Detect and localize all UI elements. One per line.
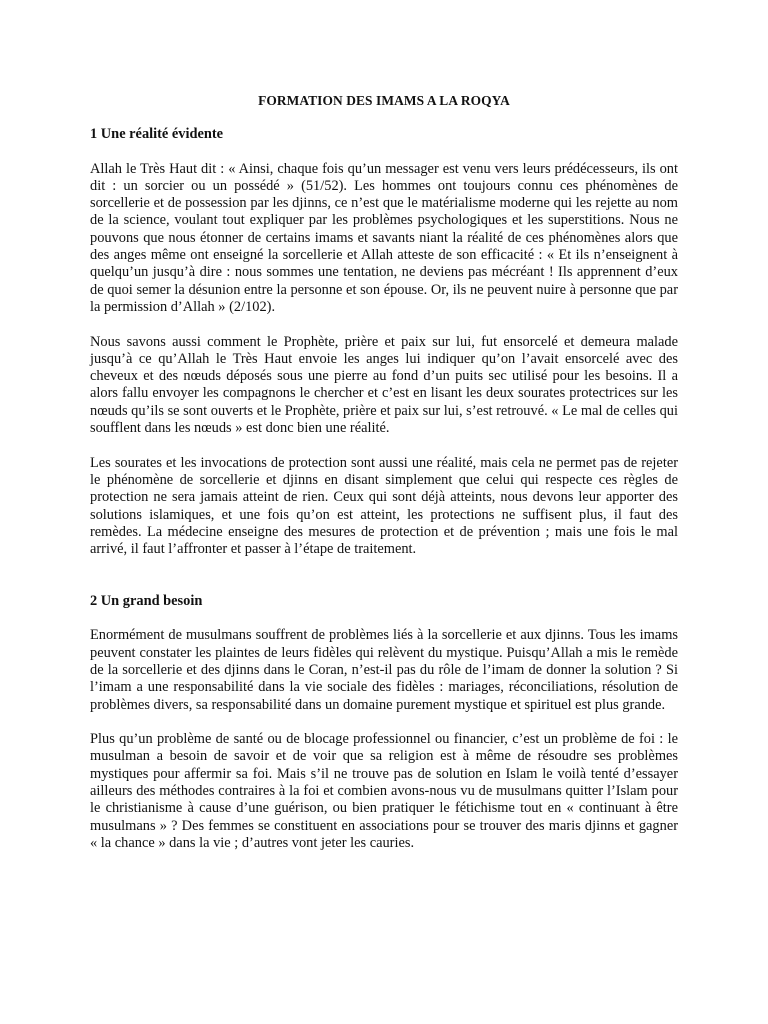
document-page [90, 92, 678, 869]
paragraph: Plus qu’un problème de santé ou de blocage professionnel ou financier, c’est un problème de foi : le musulman a besoin de savoir et de voir que sa religion est à même de résoudre ses problèmes mystiques pour affermir sa foi. Mais s’il ne trouve pas de solution en Islam le voilà tenté d’essayer ailleurs des méthodes contraires à la foi et combien avons-nous vu de musulmans quitter l’Islam pour le christianisme à cause d’une guérison, ou bien pratiquer le fétichisme tout en « continuant à être musulmans » ? Des femmes se constituent en associations pour se trouver des maris djinns et gagner « la chance » dans la vie ; d’autres vont jeter les cauries. [90, 731, 678, 851]
paragraph: Les sourates et les invocations de protection sont aussi une réalité, mais cela ne permet pas de rejeter le phénomène de sorcellerie et djinns en disant simplement que celui qui respecte ces règles de protection ne sera jamais atteint de rien. Ceux qui sont déjà atteints, nous devons leur apporter des solutions islamiques, et une fois qu’on est atteint, les protections ne suffisent plus, il faut des remèdes. La médecine enseigne des mesures de protection et de prévention ; mais une fois le mal arrivé, il faut l’affronter et passer à l’étape de traitement. [90, 454, 678, 558]
section-1 [90, 126, 678, 558]
section-heading: 2 Un grand besoin [90, 593, 203, 610]
document-title: FORMATION DES IMAMS A LA ROQYA [258, 93, 510, 108]
section-heading: 1 Une réalité évidente [90, 126, 224, 143]
section-2 [90, 593, 678, 852]
paragraph: Nous savons aussi comment le Prophète, prière et paix sur lui, fut ensorcelé et demeura malade jusqu’à ce qu’Allah le Très Haut envoie les anges lui indiquer qu’on l’avait ensorcelé avec des cheveux et des nœuds déposés sous une pierre au fond d’un puits sec utilisé pour les besoins. Il a alors fallu envoyer les compagnons le chercher et c’est en lisant les deux sourates protectrices sur les nœuds qu’ils se sont ouverts et le Prophète, prière et paix sur lui, s’est retrouvé. « Le mal de celles qui soufflent dans les nœuds » est donc bien une réalité. [90, 333, 678, 437]
spacer [90, 576, 678, 593]
paragraph: Allah le Très Haut dit : « Ainsi, chaque fois qu’un messager est venu vers leurs prédécesseurs, ils ont dit : un sorcier ou un possédé » (51/52). Les hommes ont toujours connu ces phénomènes de sorcellerie et de possession par les djinns, ce n’est que le matérialisme moderne qui les rejette au nom de la science, voulant tout expliquer par les problèmes psychologiques et les superstitions. Nous ne pouvons que nous étonner de certains imams et savants niant la réalité de ces phénomènes alors que des anges même ont enseigné la sorcellerie et Allah atteste de son efficacité : « Et ils n’enseignent à quelqu’un jusqu’à dire : nous sommes une tentation, ne deviens pas mécréant ! Ils apprennent d’eux de quoi semer la désunion entre la personne et son épouse. Or, ils ne peuvent nuire à personne que par la permission d’Allah » (2/102). [90, 160, 678, 315]
paragraph: Enormément de musulmans souffrent de problèmes liés à la sorcellerie et aux djinns. Tous les imams peuvent constater les plaintes de leurs fidèles qui relèvent du mystique. Puisqu’Allah a mis le remède de la sorcellerie et des djinns dans le Coran, n’est-il pas du rôle de l’imam de donner la solution ? Si l’imam a une responsabilité dans la vie sociale des fidèles : mariages, réconciliations, résolution de problèmes divers, sa responsabilité dans un domaine purement mystique et spirituel est plus grande. [90, 627, 678, 713]
